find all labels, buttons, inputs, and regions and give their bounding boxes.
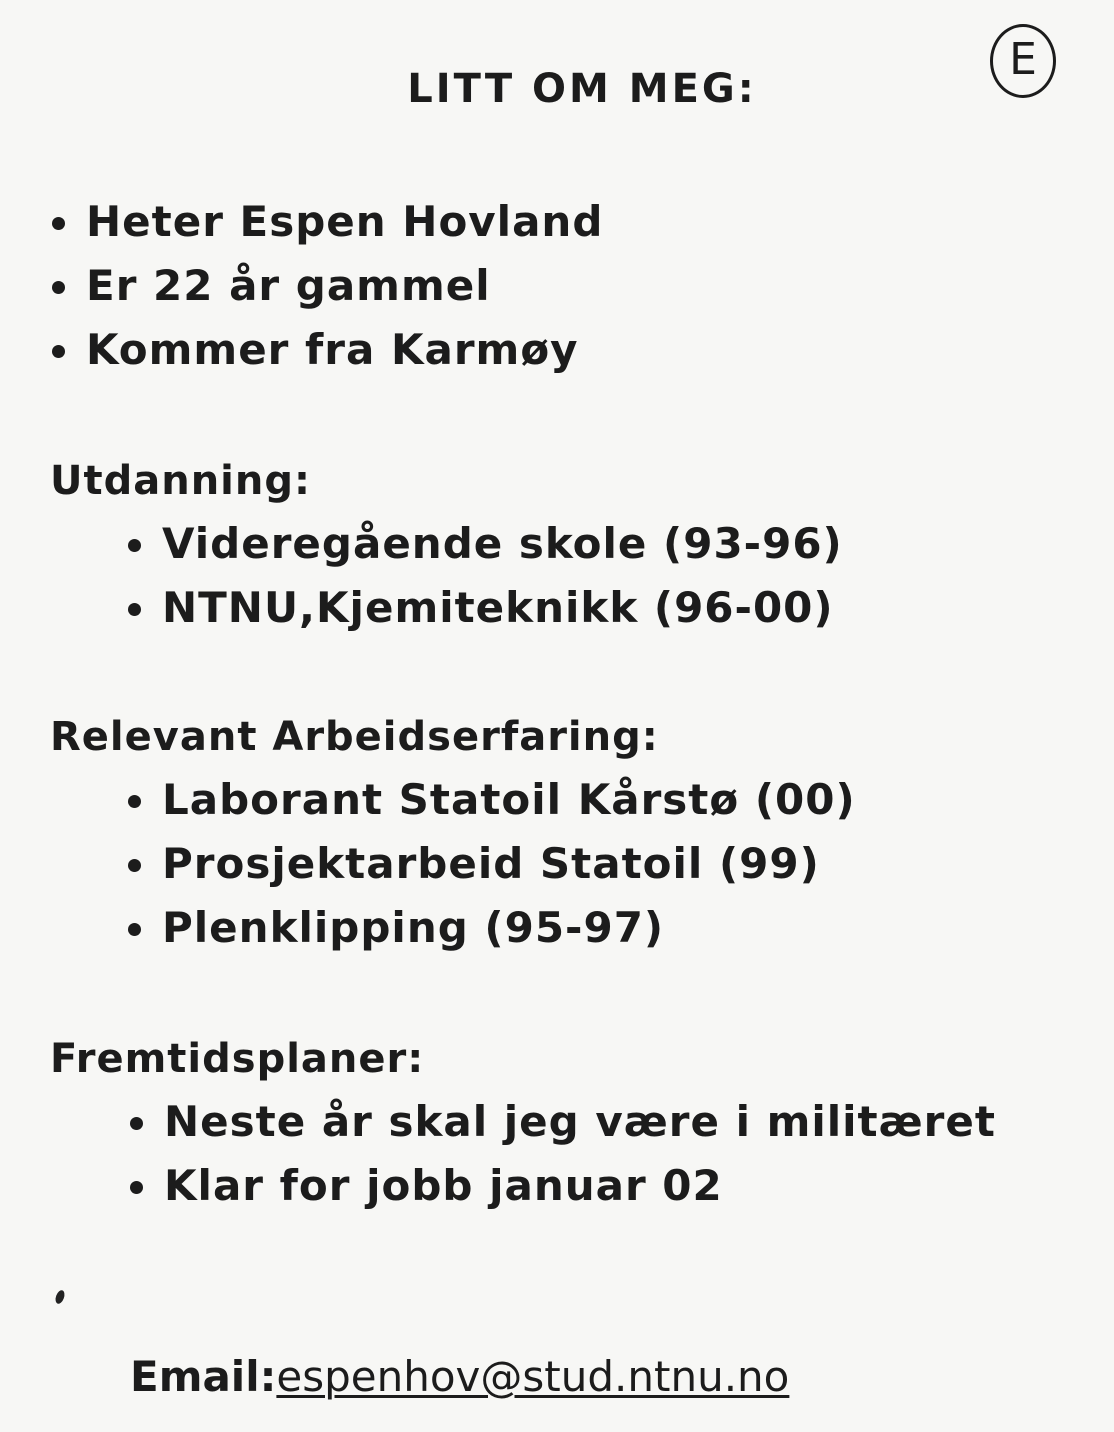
list-item: Prosjektarbeid Statoil (99) bbox=[126, 832, 856, 896]
email-address-link[interactable]: espenhov@stud.ntnu.no bbox=[276, 1352, 790, 1401]
list-item: Plenklipping (95-97) bbox=[126, 896, 856, 960]
list-item: Er 22 år gammel bbox=[50, 254, 603, 318]
list-item: Klar for jobb januar 02 bbox=[128, 1154, 996, 1218]
email-label: Email: bbox=[130, 1352, 277, 1401]
email-line bbox=[130, 1352, 789, 1401]
list-item: Laborant Statoil Kårstø (00) bbox=[126, 768, 856, 832]
circled-letter-mark: E bbox=[990, 24, 1056, 98]
education-list bbox=[126, 512, 843, 640]
page-title: LITT OM MEG: bbox=[407, 66, 757, 112]
list-item: Videregående skole (93-96) bbox=[126, 512, 843, 576]
list-item: Kommer fra Karmøy bbox=[50, 318, 603, 382]
experience-list bbox=[126, 768, 856, 960]
personal-info-list bbox=[50, 190, 603, 382]
future-plans-list bbox=[128, 1090, 996, 1218]
education-heading: Utdanning: bbox=[50, 458, 311, 504]
list-item: NTNU,Kjemiteknikk (96-00) bbox=[126, 576, 843, 640]
ink-speck bbox=[54, 1289, 66, 1305]
future-plans-heading: Fremtidsplaner: bbox=[50, 1036, 425, 1082]
list-item: Neste år skal jeg være i militæret bbox=[128, 1090, 996, 1154]
list-item: Heter Espen Hovland bbox=[50, 190, 603, 254]
experience-heading: Relevant Arbeidserfaring: bbox=[50, 714, 659, 760]
